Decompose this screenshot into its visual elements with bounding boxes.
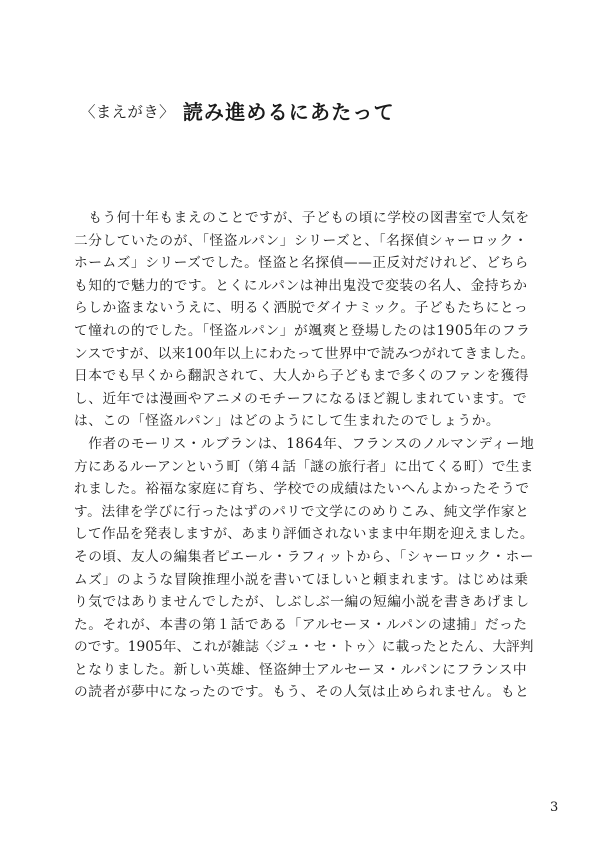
text-line: ンスですが、以来100年以上にわたって世界中で読みつがれてきました。 — [74, 345, 535, 362]
heading-title: 読み進めるにあたって — [182, 100, 395, 124]
text-line: た。それが、本書の第１話である「アルセーヌ・ルパンの逮捕」だった — [74, 616, 528, 633]
chapter-heading — [80, 96, 540, 132]
text-line: その頃、友人の編集者ピエール・ラフィットから、「シャーロック・ホー — [74, 548, 535, 565]
text-line: となりました。新しい英雄、怪盗紳士アルセーヌ・ルパンにフランス中 — [74, 661, 528, 678]
text-line: ムズ」のような冒険推理小説を書いてほしいと頼まれます。はじめは乗 — [74, 571, 529, 588]
text-line: ホームズ」シリーズでした。怪盗と名探偵——正反対だけれど、どちら — [74, 255, 529, 272]
text-line: も知的で魅力的です。とくにルパンは神出鬼没で変装の名人、金持ちか — [74, 277, 528, 294]
text-line: し、近年では漫画やアニメのモチーフになるほど親しまれています。で — [74, 390, 528, 407]
text-line: は、この「怪盗ルパン」はどのようにして生まれたのでしょうか。 — [74, 413, 501, 430]
body-text — [74, 207, 534, 704]
page-number: 3 — [550, 800, 559, 815]
text-line: 方にあるルーアンという町（第４話「謎の旅行者」に出てくる町）で生ま — [74, 458, 534, 475]
text-line: の読者が夢中になったのです。もう、その人気は止められません。もと — [74, 684, 530, 701]
text-line: て憧れの的でした。「怪盗ルパン」が颯爽と登場したのは1905年のフラ — [74, 322, 531, 339]
text-line: り気ではありませんでしたが、しぶしぶ一編の短編小説を書きあげまし — [74, 594, 530, 611]
text-line: 日本でも早くから翻訳されて、大人から子どもまで多くのファンを獲得 — [74, 368, 530, 385]
text-line: 二分していたのが、「怪盗ルパン」シリーズと、「名探偵シャーロック・ — [74, 232, 528, 249]
text-line: もう何十年もまえのことですが、子どもの頃に学校の図書室で人気を — [74, 210, 530, 226]
text-line: す。法律を学びに行ったはずのパリで文学にのめりこみ、純文学作家と — [74, 503, 530, 520]
text-line: のです。1905年、これが雑誌〈ジュ・セ・トゥ〉に載ったとたん、大評判 — [74, 639, 534, 656]
text-line: 作者のモーリス・ルブランは、1864年、フランスのノルマンディー地 — [74, 435, 535, 452]
heading-prefix: 〈まえがき〉 — [80, 103, 175, 121]
text-line: して作品を発表しますが、あまり評価されないまま中年期を迎えました。 — [74, 526, 534, 543]
text-line: れました。裕福な家庭に育ち、学校での成績はたいへんよかったそうで — [74, 481, 530, 498]
text-line: らしか盗まないうえに、明るく洒脱でダイナミック。子どもたちにとっ — [74, 300, 529, 317]
